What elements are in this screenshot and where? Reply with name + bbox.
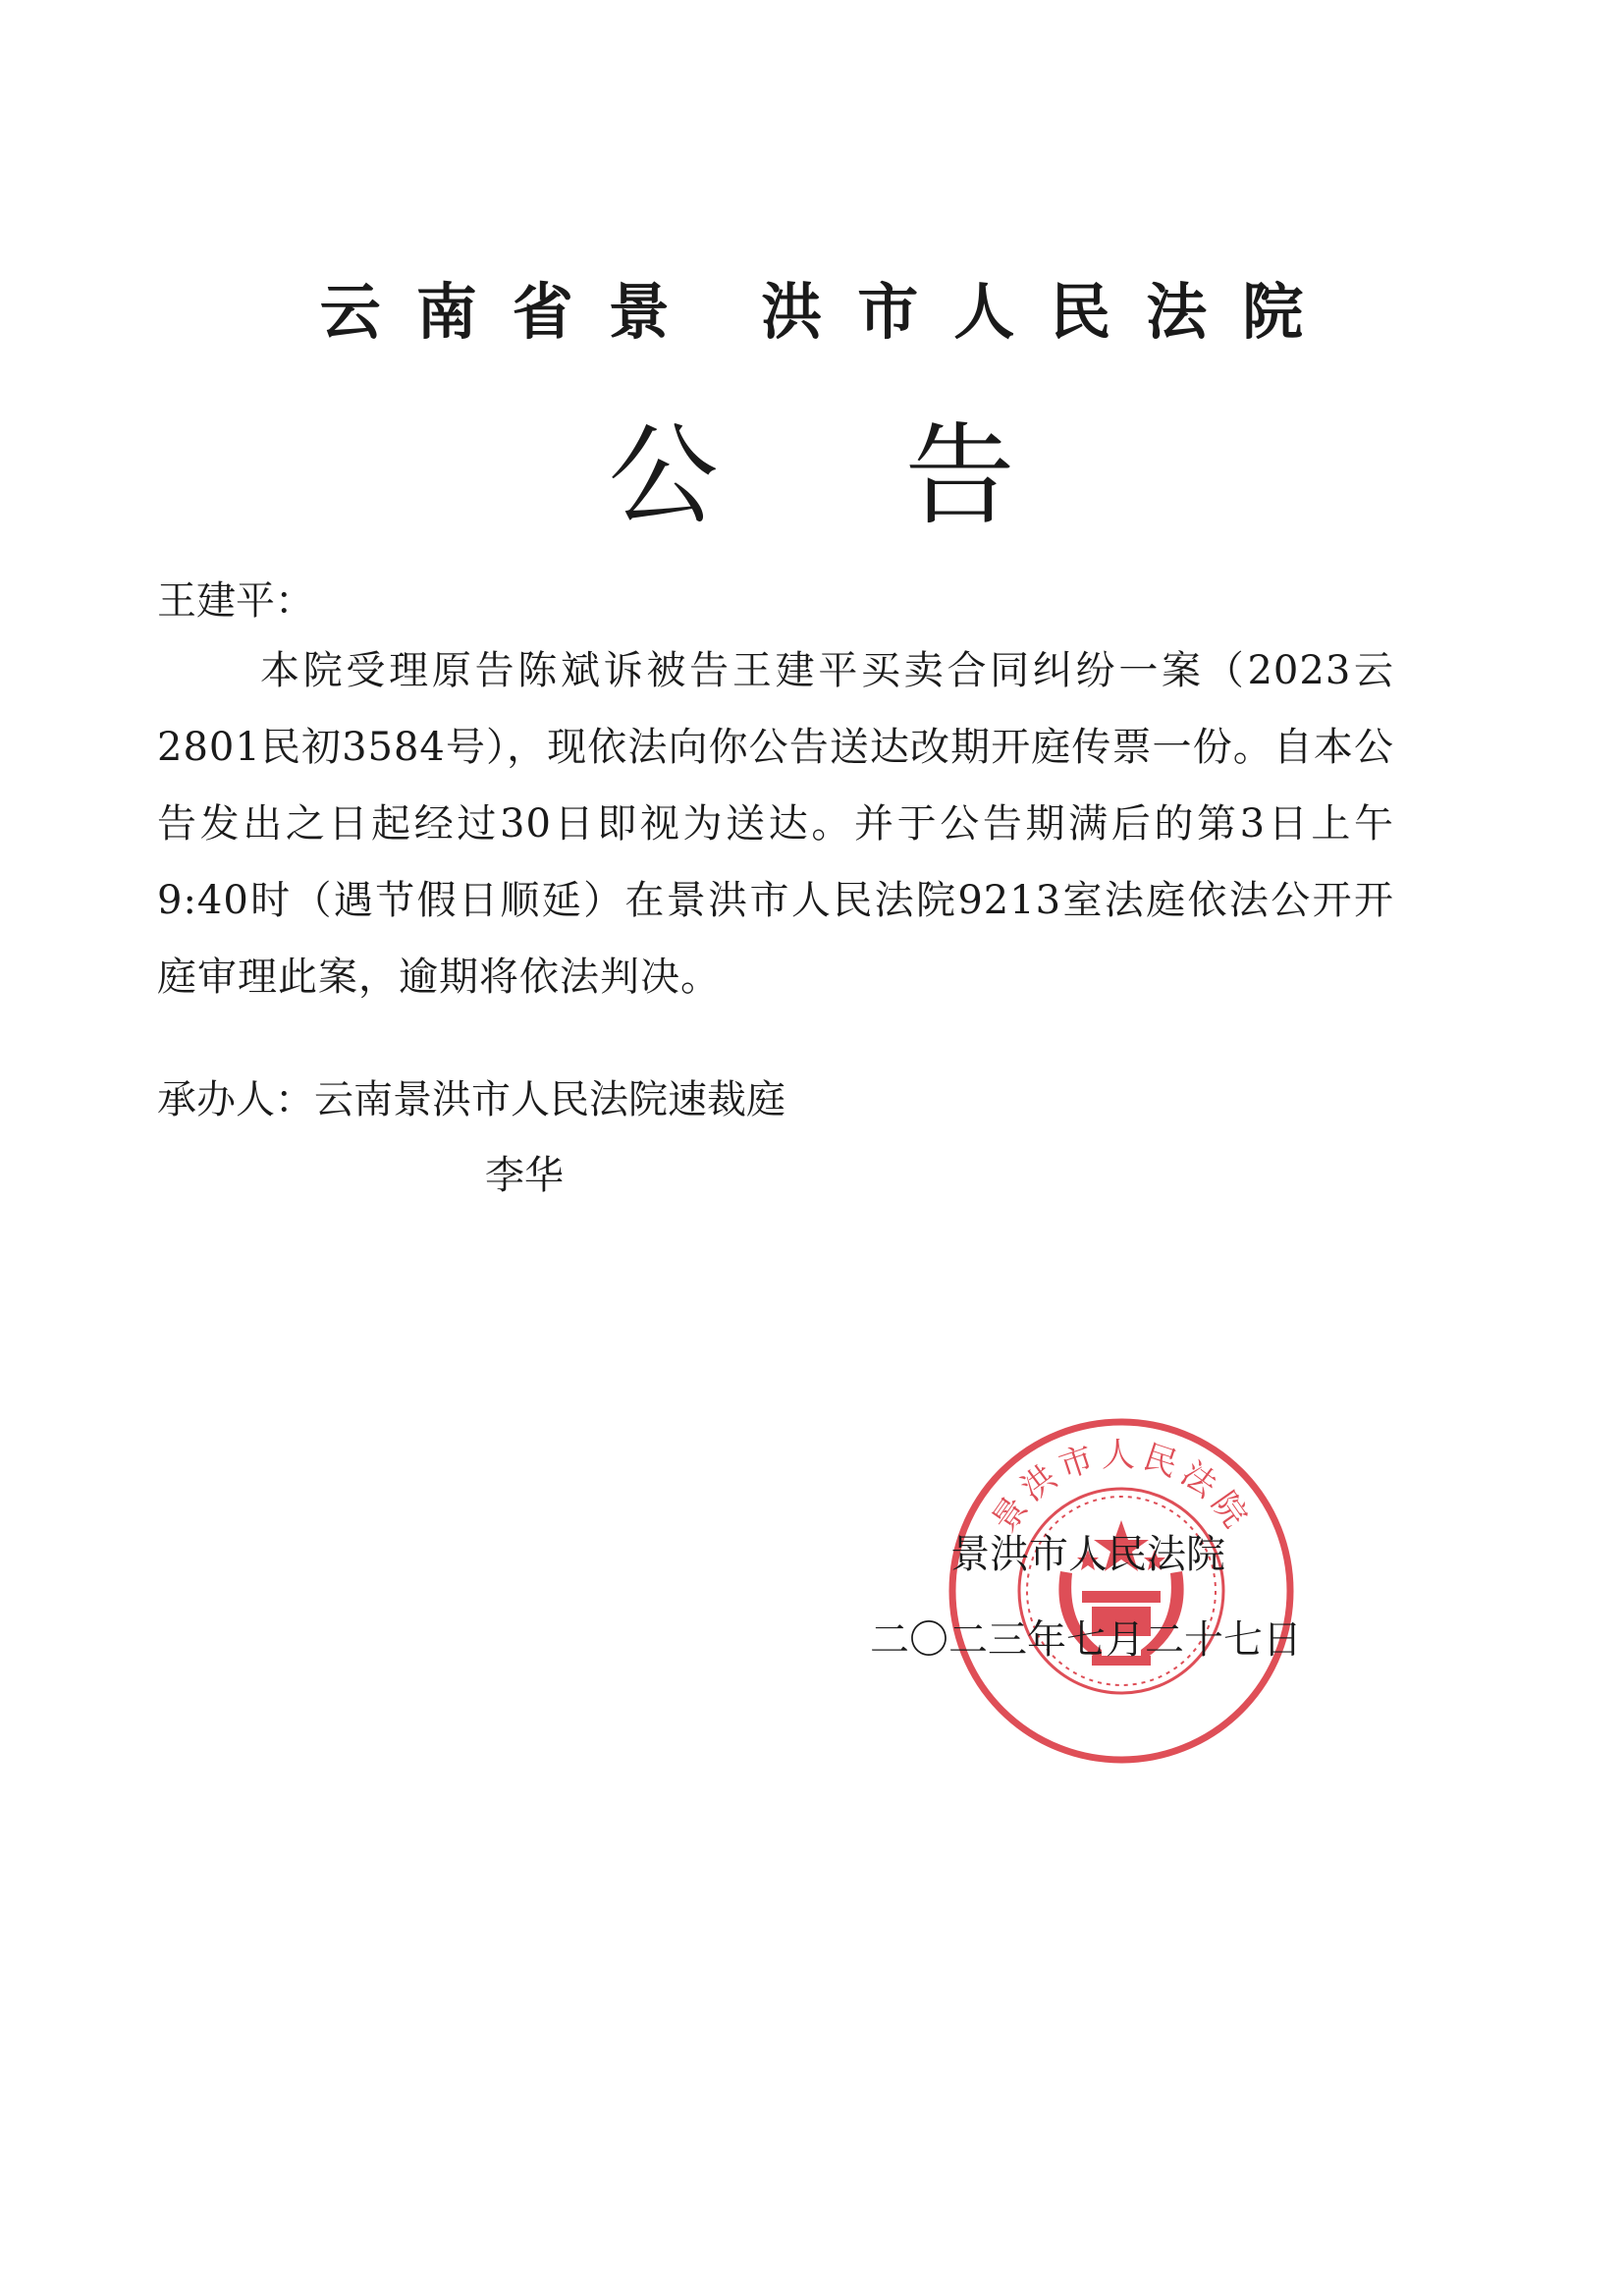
notice-body: 本院受理原告陈斌诉被告王建平买卖合同纠纷一案（2023云2801民初3584号），现依法向你公告送达改期开庭传票一份。自本公告发出之日起经过30日即视为送达。并于公告期满后的第3日上午9:40时（遇节假日顺延）在景洪市人民法院9213室法庭依法公开开庭审理此案，逾期将依法判决。	[157, 648, 1394, 1000]
issuing-court: 景洪市人民法院	[950, 1532, 1225, 1577]
issue-date: 二〇二三年七月二十七日	[870, 1617, 1302, 1663]
court-seal	[945, 1414, 1298, 1768]
handler-name: 李华	[485, 1153, 564, 1198]
case-handler: 承办人：云南景洪市人民法院速裁庭	[157, 1077, 785, 1122]
court-name-heading: 云南省景 洪市人民法院	[319, 276, 1339, 348]
notice-title: 公告	[608, 412, 1202, 540]
addressee: 王建平：	[157, 578, 314, 624]
seal-text: 景洪市人民法院	[984, 1435, 1259, 1540]
